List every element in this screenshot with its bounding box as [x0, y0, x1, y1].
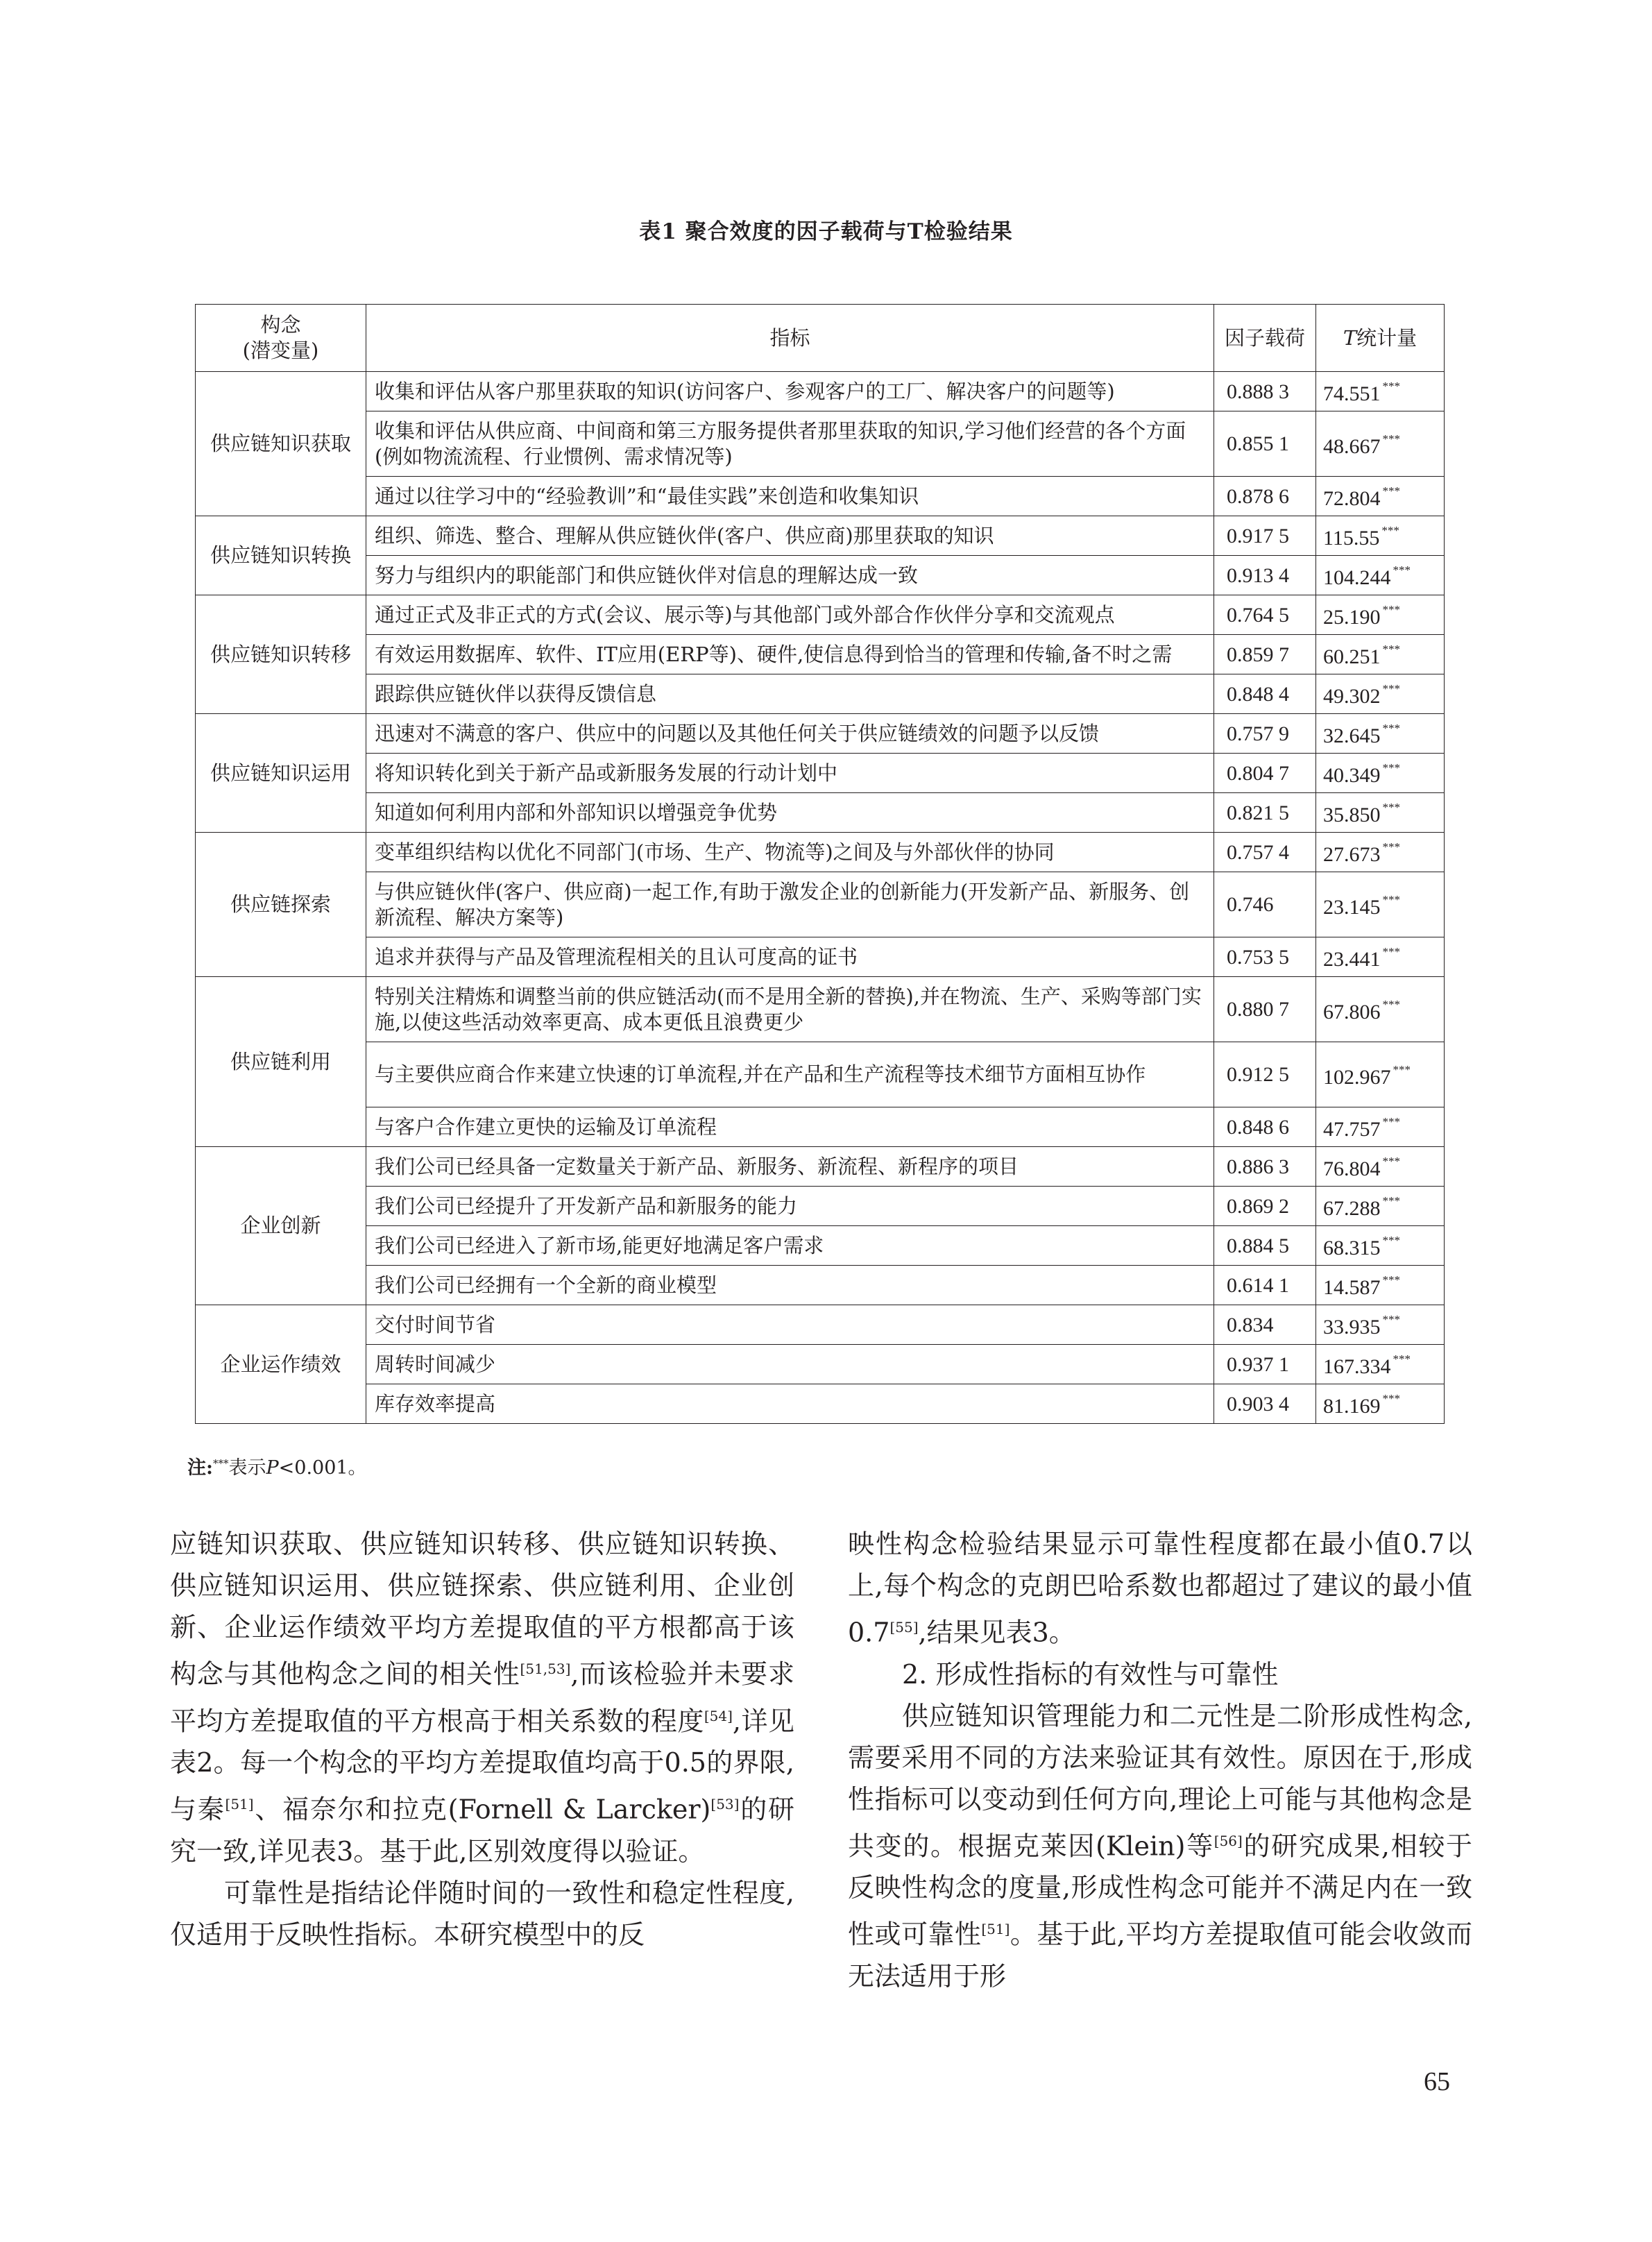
significance-mark: ***: [1382, 761, 1400, 774]
indicator-cell: 通过正式及非正式的方式(会议、展示等)与其他部门或外部合作伙伴分享和交流观点: [366, 595, 1214, 635]
paragraph-text: 可靠性是指结论伴随时间的一致性和稳定性程度,仅适用于反映性指标。本研究模型中的反: [170, 1877, 794, 1950]
table-row: [196, 674, 1445, 714]
paragraph-text: 2. 形成性指标的有效性与可靠性: [902, 1658, 1279, 1690]
header-loading: 因子载荷: [1214, 305, 1316, 372]
indicator-cell: 我们公司已经拥有一个全新的商业模型: [366, 1266, 1214, 1305]
body-paragraph: [848, 1654, 1472, 1695]
tstat-cell: [1316, 1266, 1445, 1305]
significance-mark: ***: [1382, 1273, 1400, 1286]
tstat-value: 74.551: [1323, 382, 1381, 405]
note-text-a: 表示: [228, 1457, 266, 1479]
table-row: [196, 872, 1445, 937]
tstat-cell: [1316, 1147, 1445, 1187]
citation: [51,53]: [520, 1661, 571, 1677]
significance-mark: ***: [1381, 524, 1399, 537]
loading-cell: 0.753 5: [1214, 937, 1316, 977]
loading-cell: 0.886 3: [1214, 1147, 1316, 1187]
table-row: [196, 516, 1445, 556]
table-row: [196, 1042, 1445, 1107]
tstat-cell: [1316, 1345, 1445, 1384]
indicator-cell: 追求并获得与产品及管理流程相关的且认可度高的证书: [366, 937, 1214, 977]
loading-cell: 0.884 5: [1214, 1226, 1316, 1266]
indicator-cell: 特别关注精炼和调整当前的供应链活动(而不是用全新的替换),并在物流、生产、采购等部门实施,以使这些活动效率更高、成本更低且浪费更少: [366, 977, 1214, 1042]
tstat-cell: [1316, 1107, 1445, 1147]
paragraph-text: ,结果见表3。: [918, 1617, 1075, 1648]
citation: [54]: [704, 1707, 733, 1724]
loading-cell: 0.878 6: [1214, 477, 1316, 516]
loading-cell: 0.937 1: [1214, 1345, 1316, 1384]
body-paragraph: [848, 1695, 1472, 1997]
paragraph-text: ,而该检验并未要求平均方差提取值的平方根高于相关系数的程度: [170, 1658, 794, 1737]
tstat-value: 27.673: [1323, 843, 1381, 866]
tstat-cell: [1316, 516, 1445, 556]
loading-cell: 0.757 4: [1214, 833, 1316, 872]
tstat-value: 72.804: [1323, 487, 1381, 510]
loading-cell: 0.834: [1214, 1305, 1316, 1345]
table-row: [196, 477, 1445, 516]
tstat-cell: [1316, 833, 1445, 872]
table-row: [196, 411, 1445, 477]
indicator-cell: 周转时间减少: [366, 1345, 1214, 1384]
tstat-value: 81.169: [1323, 1395, 1381, 1418]
note-sig: ***: [212, 1457, 229, 1470]
significance-mark: ***: [1382, 801, 1400, 814]
loading-cell: 0.880 7: [1214, 977, 1316, 1042]
citation: [51]: [225, 1796, 254, 1813]
tstat-cell: [1316, 556, 1445, 595]
significance-mark: ***: [1382, 603, 1400, 616]
table-row: [196, 1187, 1445, 1226]
paragraph-text: 供应链知识管理能力和二元性是二阶形成性构念,需要采用不同的方法来验证其有效性。原因在于,形成性指标可以变动到任何方向,理论上可能与其他构念是共变的。根据克莱因(Klein)等: [848, 1700, 1472, 1862]
indicator-cell: 组织、筛选、整合、理解从供应链伙伴(客户、供应商)那里获取的知识: [366, 516, 1214, 556]
tstat-value: 76.804: [1323, 1157, 1381, 1180]
header-construct-line1: 构念: [260, 313, 301, 337]
tstat-cell: [1316, 937, 1445, 977]
tstat-value: 48.667: [1323, 434, 1381, 458]
indicator-cell: 有效运用数据库、软件、IT应用(ERP等)、硬件,使信息得到恰当的管理和传输,备不时之需: [366, 635, 1214, 674]
convergent-validity-table: [195, 304, 1445, 1424]
indicator-cell: 与供应链伙伴(客户、供应商)一起工作,有助于激发企业的创新能力(开发新产品、新服务、创新流程、解决方案等): [366, 872, 1214, 937]
tstat-value: 23.145: [1323, 895, 1381, 919]
tstat-cell: [1316, 1384, 1445, 1424]
paragraph-text: 。基于此,平均方差提取值可能会收敛而无法适用于形: [848, 1919, 1472, 1992]
significance-mark: ***: [1382, 1392, 1400, 1405]
indicator-cell: 我们公司已经提升了开发新产品和新服务的能力: [366, 1187, 1214, 1226]
indicator-cell: 收集和评估从客户那里获取的知识(访问客户、参观客户的工厂、解决客户的问题等): [366, 372, 1214, 411]
significance-mark: ***: [1393, 563, 1411, 577]
indicator-cell: 与客户合作建立更快的运输及订单流程: [366, 1107, 1214, 1147]
tstat-value: 104.244: [1323, 566, 1391, 589]
loading-cell: 0.912 5: [1214, 1042, 1316, 1107]
page-number: 65: [1424, 2067, 1450, 2096]
tstat-value: 60.251: [1323, 645, 1381, 668]
tstat-value: 102.967: [1323, 1065, 1391, 1089]
loading-cell: 0.888 3: [1214, 372, 1316, 411]
tstat-cell: [1316, 595, 1445, 635]
note-label: 注:: [187, 1457, 213, 1479]
indicator-cell: 将知识转化到关于新产品或新服务发展的行动计划中: [366, 754, 1214, 793]
loading-cell: 0.869 2: [1214, 1187, 1316, 1226]
table-row: [196, 1305, 1445, 1345]
tstat-value: 23.441: [1323, 948, 1381, 971]
tstat-cell: [1316, 674, 1445, 714]
significance-mark: ***: [1382, 1313, 1400, 1326]
body-column-right: [848, 1523, 1472, 1997]
indicator-cell: 与主要供应商合作来建立快速的订单流程,并在产品和生产流程等技术细节方面相互协作: [366, 1042, 1214, 1107]
tstat-value: 14.587: [1323, 1276, 1381, 1299]
significance-mark: ***: [1382, 945, 1400, 958]
construct-cell: 企业运作绩效: [196, 1305, 366, 1424]
indicator-cell: 库存效率提高: [366, 1384, 1214, 1424]
body-paragraph: [170, 1523, 794, 1872]
table-row: [196, 1384, 1445, 1424]
header-tstat-italic: T: [1343, 325, 1357, 350]
loading-cell: 0.764 5: [1214, 595, 1316, 635]
body-paragraph: [848, 1523, 1472, 1654]
significance-mark: ***: [1382, 892, 1400, 906]
significance-mark: ***: [1393, 1352, 1411, 1366]
tstat-value: 40.349: [1323, 764, 1381, 787]
tstat-cell: [1316, 411, 1445, 477]
table-row: [196, 977, 1445, 1042]
tstat-cell: [1316, 872, 1445, 937]
tstat-value: 35.850: [1323, 804, 1381, 826]
table-row: [196, 556, 1445, 595]
tstat-cell: [1316, 1226, 1445, 1266]
loading-cell: 0.917 5: [1214, 516, 1316, 556]
construct-cell: 企业创新: [196, 1147, 366, 1305]
indicator-cell: 我们公司已经具备一定数量关于新产品、新服务、新流程、新程序的项目: [366, 1147, 1214, 1187]
construct-cell: 供应链探索: [196, 833, 366, 977]
header-tstat: [1316, 305, 1445, 372]
paragraph-text: 映性构念检验结果显示可靠性程度都在最小值0.7以上,每个构念的克朗巴哈系数也都超过了建议的最小值0.7: [848, 1529, 1472, 1648]
significance-mark: ***: [1382, 1155, 1400, 1168]
citation: [56]: [1214, 1832, 1243, 1849]
paragraph-text: 的研究一致,详见表3。基于此,区别效度得以验证。: [170, 1794, 794, 1867]
construct-cell: 供应链知识运用: [196, 714, 366, 833]
significance-mark: ***: [1382, 432, 1400, 445]
loading-cell: 0.848 4: [1214, 674, 1316, 714]
tstat-value: 25.190: [1323, 606, 1381, 629]
tstat-cell: [1316, 1305, 1445, 1345]
tstat-value: 68.315: [1323, 1237, 1381, 1259]
header-tstat-rest: 统计量: [1356, 325, 1417, 350]
significance-mark: ***: [1382, 1234, 1400, 1247]
loading-cell: 0.746: [1214, 872, 1316, 937]
loading-cell: 0.855 1: [1214, 411, 1316, 477]
tstat-value: 49.302: [1323, 685, 1381, 708]
table-row: [196, 754, 1445, 793]
indicator-cell: 收集和评估从供应商、中间商和第三方服务提供者那里获取的知识,学习他们经营的各个方面(例如物流流程、行业惯例、需求情况等): [366, 411, 1214, 477]
paragraph-text: 的研究成果,相较于反映性构念的度量,形成性构念可能并不满足内在一致性或可靠性: [848, 1831, 1472, 1950]
significance-mark: ***: [1382, 1194, 1400, 1207]
tstat-cell: [1316, 635, 1445, 674]
tstat-cell: [1316, 793, 1445, 833]
note-text-b: <0.001。: [278, 1457, 367, 1479]
indicator-cell: 跟踪供应链伙伴以获得反馈信息: [366, 674, 1214, 714]
indicator-cell: 交付时间节省: [366, 1305, 1214, 1345]
table-row: [196, 793, 1445, 833]
table-row: [196, 372, 1445, 411]
table-row: [196, 1107, 1445, 1147]
loading-cell: 0.804 7: [1214, 754, 1316, 793]
header-indicator: 指标: [366, 305, 1214, 372]
indicator-cell: 我们公司已经进入了新市场,能更好地满足客户需求: [366, 1226, 1214, 1266]
tstat-cell: [1316, 372, 1445, 411]
header-construct-line2: (潜变量): [242, 339, 319, 362]
indicator-cell: 通过以往学习中的“经验教训”和“最佳实践”来创造和收集知识: [366, 477, 1214, 516]
paragraph-text: 、福奈尔和拉克(Fornell & Larcker): [253, 1794, 711, 1825]
significance-mark: ***: [1382, 1115, 1400, 1128]
table-row: [196, 595, 1445, 635]
citation: [55]: [889, 1619, 919, 1636]
loading-cell: 0.757 9: [1214, 714, 1316, 754]
tstat-value: 67.288: [1323, 1197, 1381, 1220]
tstat-value: 67.806: [1323, 1000, 1381, 1024]
tstat-cell: [1316, 477, 1445, 516]
significance-mark: ***: [1393, 1062, 1411, 1076]
table-row: [196, 937, 1445, 977]
indicator-cell: 努力与组织内的职能部门和供应链伙伴对信息的理解达成一致: [366, 556, 1214, 595]
loading-cell: 0.859 7: [1214, 635, 1316, 674]
tstat-cell: [1316, 1042, 1445, 1107]
loading-cell: 0.614 1: [1214, 1266, 1316, 1305]
significance-mark: ***: [1382, 643, 1400, 656]
tstat-cell: [1316, 714, 1445, 754]
construct-cell: 供应链知识转移: [196, 595, 366, 714]
citation: [51]: [981, 1921, 1010, 1938]
construct-cell: 供应链利用: [196, 977, 366, 1147]
tstat-value: 115.55: [1323, 527, 1380, 550]
table-note: [187, 1452, 367, 1479]
loading-cell: 0.821 5: [1214, 793, 1316, 833]
significance-mark: ***: [1382, 840, 1400, 854]
table-row: [196, 833, 1445, 872]
table-row: [196, 1147, 1445, 1187]
tstat-cell: [1316, 754, 1445, 793]
indicator-cell: 知道如何利用内部和外部知识以增强竞争优势: [366, 793, 1214, 833]
tstat-value: 47.757: [1323, 1118, 1381, 1141]
loading-cell: 0.848 6: [1214, 1107, 1316, 1147]
significance-mark: ***: [1382, 380, 1400, 393]
significance-mark: ***: [1382, 484, 1400, 498]
table-row: [196, 1345, 1445, 1384]
table-body: [196, 372, 1445, 1424]
tstat-cell: [1316, 1187, 1445, 1226]
table-row: [196, 1226, 1445, 1266]
paragraph-text: 应链知识获取、供应链知识转移、供应链知识转换、供应链知识运用、供应链探索、供应链利用、企业创新、企业运作绩效平均方差提取值的平方根都高于该构念与其他构念之间的相关性: [170, 1529, 794, 1690]
significance-mark: ***: [1382, 722, 1400, 735]
body-paragraph: [170, 1872, 794, 1955]
tstat-value: 167.334: [1323, 1355, 1391, 1378]
tstat-cell: [1316, 977, 1445, 1042]
header-construct: [196, 305, 366, 372]
tstat-value: 33.935: [1323, 1316, 1381, 1339]
table-row: [196, 1266, 1445, 1305]
table-title: 表1 聚合效度的因子载荷与T检验结果: [639, 219, 1013, 244]
indicator-cell: 迅速对不满意的客户、供应中的问题以及其他任何关于供应链绩效的问题予以反馈: [366, 714, 1214, 754]
tstat-value: 32.645: [1323, 724, 1381, 747]
body-column-left: [170, 1523, 794, 1955]
table-row: [196, 635, 1445, 674]
significance-mark: ***: [1382, 997, 1400, 1011]
construct-cell: 供应链知识获取: [196, 372, 366, 516]
loading-cell: 0.913 4: [1214, 556, 1316, 595]
paragraph-text: ,详见表2。每一个构念的平均方差提取值均高于0.5的界限,与秦: [170, 1706, 794, 1825]
indicator-cell: 变革组织结构以优化不同部门(市场、生产、物流等)之间及与外部伙伴的协同: [366, 833, 1214, 872]
construct-cell: 供应链知识转换: [196, 516, 366, 595]
citation: [53]: [710, 1796, 740, 1813]
note-p: P: [266, 1457, 279, 1479]
significance-mark: ***: [1382, 682, 1400, 695]
table-row: [196, 714, 1445, 754]
loading-cell: 0.903 4: [1214, 1384, 1316, 1424]
